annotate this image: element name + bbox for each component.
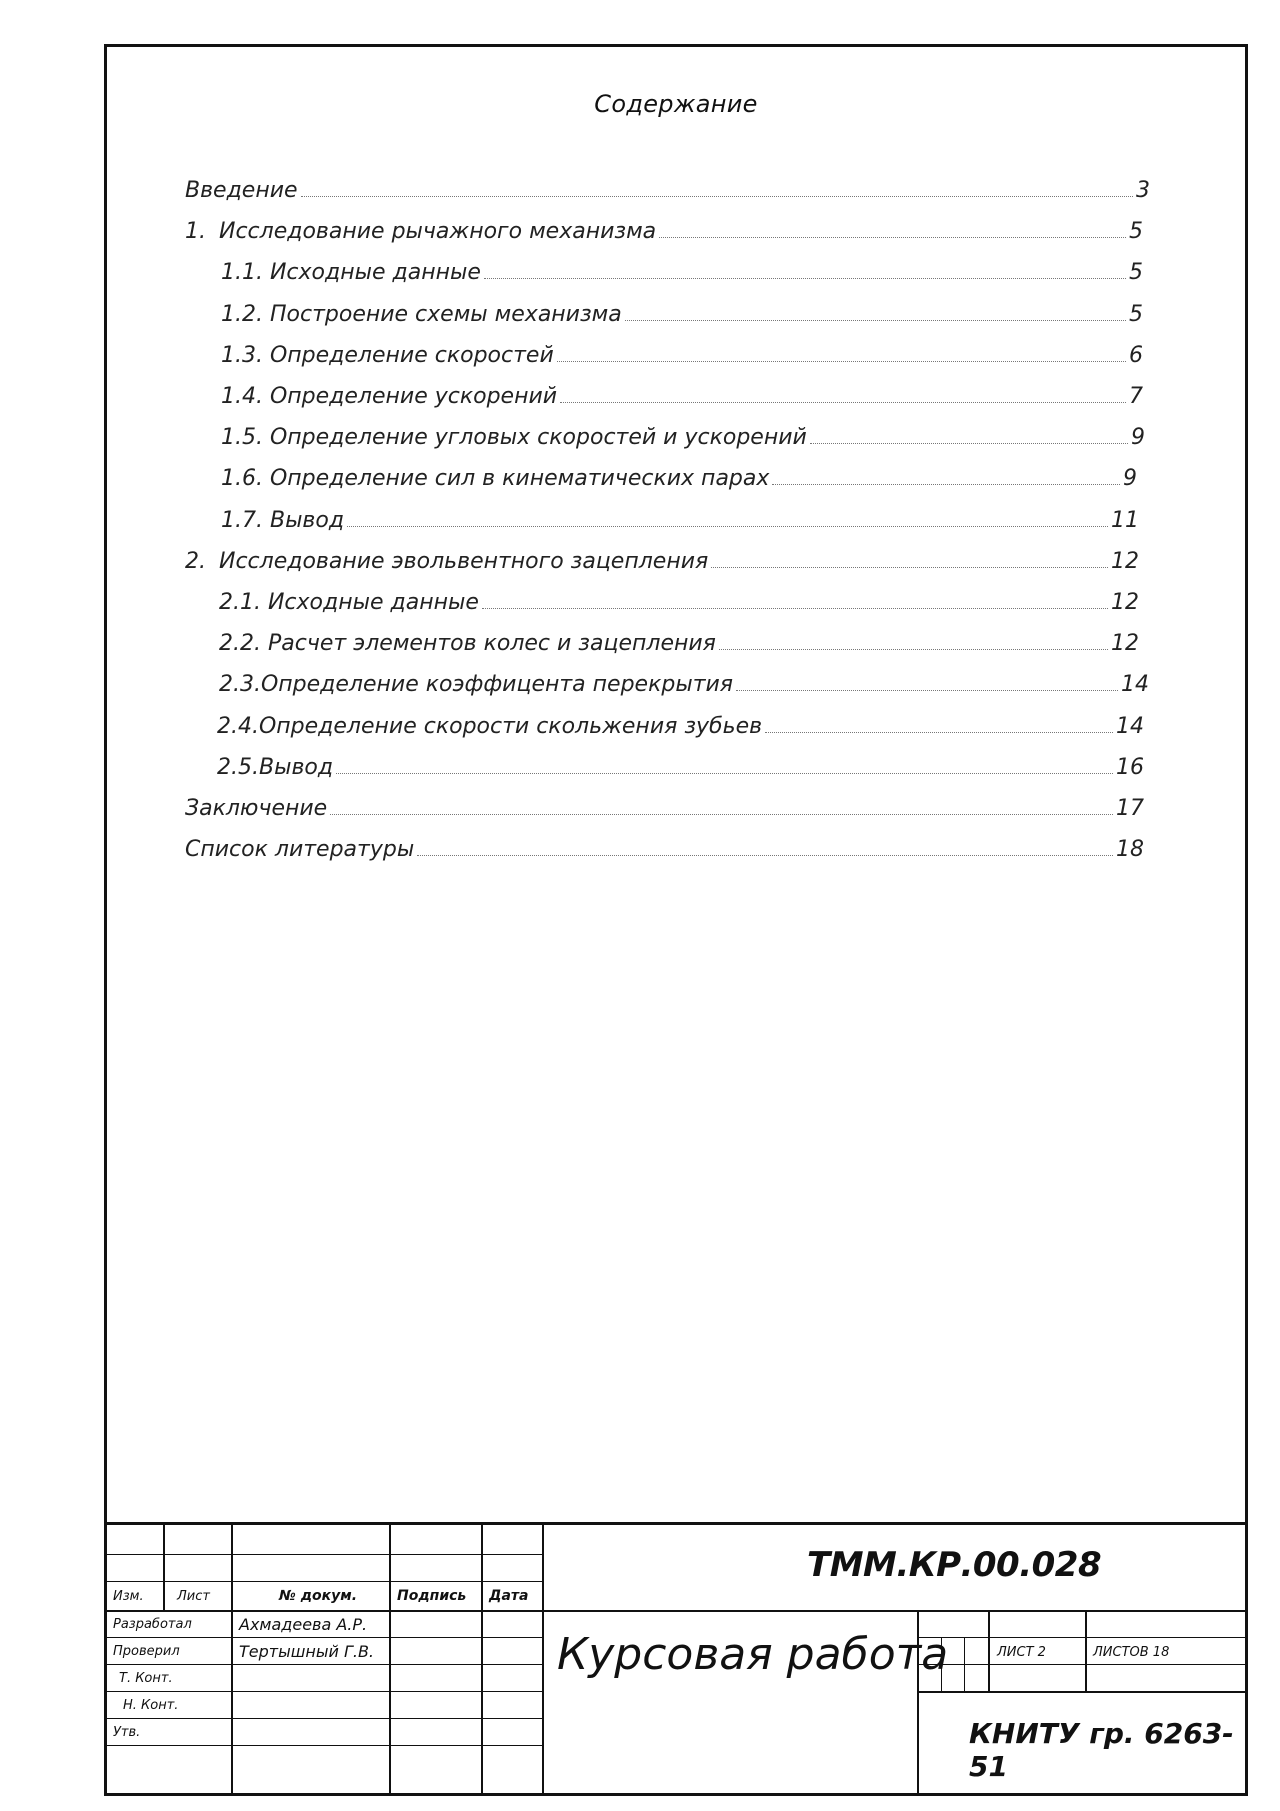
toc-entry-page: 14: [1121, 672, 1149, 697]
checker-name: Тертышный Г.В.: [239, 1642, 375, 1661]
toc-dot-leader: [330, 814, 1113, 815]
header-izm: Изм.: [113, 1589, 144, 1604]
toc-dot-leader: [736, 690, 1118, 691]
toc-entry-page: 17: [1116, 796, 1144, 821]
role-norm-control: Н. Конт.: [123, 1698, 179, 1713]
sheets-total: ЛИСТОВ 18: [1093, 1645, 1170, 1660]
toc-entry-page: 11: [1111, 508, 1139, 533]
toc-entry-page: 9: [1131, 425, 1145, 450]
toc-dot-leader: [336, 773, 1113, 774]
toc-entry-title: Заключение: [185, 796, 328, 821]
toc-dot-leader: [417, 855, 1113, 856]
toc-dot-leader: [765, 732, 1113, 733]
toc-entry-title: Исследование эвольвентного зацепления: [219, 549, 709, 574]
toc-entry-title: 1.1. Исходные данные: [221, 260, 481, 285]
page-title: Содержание: [594, 90, 758, 118]
toc-entry: [221, 253, 1143, 285]
toc-entry: [219, 583, 1139, 615]
toc-entry: [219, 624, 1139, 656]
toc-entry-page: 18: [1116, 837, 1144, 862]
toc-entry-page: 12: [1111, 549, 1139, 574]
title-block: [107, 1522, 1245, 1796]
toc-entry-title: 2.5.Вывод: [217, 755, 334, 780]
toc-dot-leader: [557, 361, 1126, 362]
toc-entry-title: 1.2. Построение схемы механизма: [221, 302, 622, 327]
role-developer: Разработал: [113, 1617, 192, 1632]
toc-entry-page: 5: [1129, 260, 1143, 285]
toc-entry: [185, 830, 1144, 862]
organization: КНИТУ гр. 6263-51: [969, 1717, 1234, 1783]
toc-entry: [185, 212, 1143, 244]
toc-entry-page: 6: [1129, 343, 1143, 368]
toc-dot-leader: [711, 567, 1108, 568]
header-date: Дата: [489, 1588, 529, 1604]
toc-entry-page: 12: [1111, 631, 1139, 656]
toc-entry-title: 1.6. Определение сил в кинематических парах: [221, 466, 770, 491]
toc-entry: [221, 418, 1145, 450]
toc-entry: [221, 377, 1143, 409]
header-doc-no: № докум.: [279, 1588, 358, 1604]
toc-entry: [221, 501, 1139, 533]
toc-entry-page: 16: [1116, 755, 1144, 780]
toc-entry-title: Список литературы: [185, 837, 415, 862]
role-approved: Утв.: [113, 1725, 141, 1740]
toc-dot-leader: [659, 237, 1126, 238]
toc-entry-title: 1.5. Определение угловых скоростей и ускорений: [221, 425, 807, 450]
toc-entry-page: 9: [1123, 466, 1137, 491]
toc-entry-page: 3: [1136, 178, 1150, 203]
document-kind: Курсовая работа: [557, 1629, 949, 1680]
toc-entry: [221, 336, 1143, 368]
toc-entry-page: 5: [1129, 302, 1143, 327]
toc-entry-title: 2.3.Определение коэффицента перекрытия: [219, 672, 734, 697]
toc-dot-leader: [347, 526, 1108, 527]
toc-entry-title: Введение: [185, 178, 298, 203]
toc-dot-leader: [301, 196, 1133, 197]
toc-entry-title: Исследование рычажного механизма: [219, 219, 657, 244]
toc-entry: [221, 295, 1143, 327]
toc-entry-title: 1.3. Определение скоростей: [221, 343, 554, 368]
role-tech-control: Т. Конт.: [119, 1671, 173, 1686]
toc-entry-title: 2.4.Определение скорости скольжения зубьев: [217, 714, 763, 739]
toc-dot-leader: [482, 608, 1108, 609]
developer-name: Ахмадеева А.Р.: [239, 1615, 368, 1634]
toc-dot-leader: [625, 320, 1126, 321]
sheet-number: ЛИСТ 2: [997, 1645, 1046, 1660]
toc-dot-leader: [560, 402, 1126, 403]
toc-entry: [185, 542, 1139, 574]
toc-entry-page: 7: [1129, 384, 1143, 409]
toc-dot-leader: [484, 278, 1126, 279]
toc-dot-leader: [810, 443, 1128, 444]
toc-entry: [185, 789, 1144, 821]
header-signature: Подпись: [397, 1588, 467, 1604]
toc-entry-title: 1.7. Вывод: [221, 508, 345, 533]
drawing-frame: [104, 44, 1248, 1796]
toc-entry: [219, 665, 1149, 697]
toc-dot-leader: [772, 484, 1120, 485]
toc-entry: [217, 748, 1144, 780]
toc-entry-page: 14: [1116, 714, 1144, 739]
toc-entry: [221, 459, 1137, 491]
toc-dot-leader: [719, 649, 1108, 650]
toc-entry-title: 2.1. Исходные данные: [219, 590, 479, 615]
toc-entry-title: 2.2. Расчет элементов колес и зацепления: [219, 631, 716, 656]
toc-entry-title: 1.4. Определение ускорений: [221, 384, 558, 409]
toc-entry-page: 12: [1111, 590, 1139, 615]
header-list: Лист: [177, 1589, 210, 1604]
toc-entry-number: 2.: [185, 549, 206, 574]
toc-entry-page: 5: [1129, 219, 1143, 244]
toc-entry: [217, 707, 1144, 739]
role-checker: Проверил: [113, 1644, 180, 1659]
toc-entry-number: 1.: [185, 219, 206, 244]
toc-entry: [185, 171, 1150, 203]
document-code: ТММ.КР.00.028: [807, 1545, 1102, 1585]
